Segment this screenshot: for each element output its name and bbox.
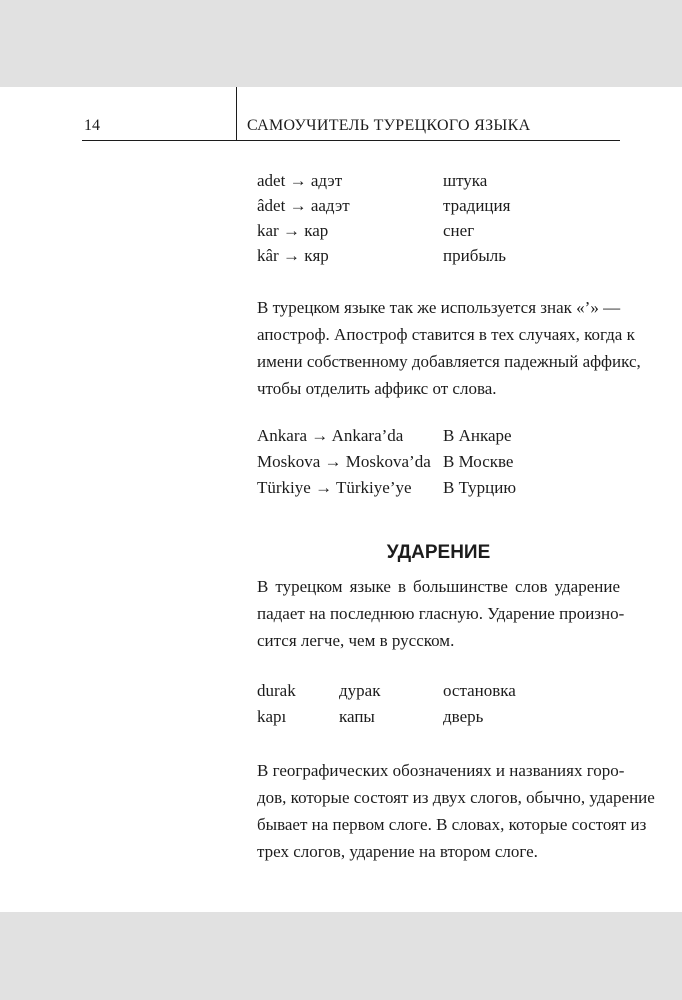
table-row xyxy=(257,681,516,701)
turkish-word: adet → адэт xyxy=(257,171,343,190)
header-rule xyxy=(82,140,620,141)
translation: традиция xyxy=(443,196,511,215)
translation: В Турцию xyxy=(443,478,517,497)
paragraph-line: сится легче, чем в русском. xyxy=(257,631,455,650)
paragraph-line: чтобы отделить аффикс от слова. xyxy=(257,379,497,398)
paragraph-stress xyxy=(257,573,625,654)
translation: штука xyxy=(443,171,488,190)
paragraph-line: бывает на первом слоге. В словах, которые состоят из xyxy=(257,815,647,834)
page-number: 14 xyxy=(84,117,100,134)
translation: В Анкаре xyxy=(443,426,512,445)
running-header-title: САМОУЧИТЕЛЬ ТУРЕЦКОГО ЯЗЫКА xyxy=(247,117,531,134)
turkish-word: Moskova → Moskova’da xyxy=(257,452,431,471)
book-page xyxy=(0,87,682,912)
table-row xyxy=(257,246,507,266)
turkish-word: durak xyxy=(257,681,296,700)
paragraph-line: В турецком языке в большинстве слов ударение xyxy=(257,577,620,596)
translation: остановка xyxy=(443,681,516,700)
table-row xyxy=(257,707,484,727)
paragraph-line: В географических обозначениях и названиях горо- xyxy=(257,761,625,780)
table-row xyxy=(257,196,511,216)
table-row xyxy=(257,478,517,498)
paragraph-line: имени собственному добавляется падежный аффикс, xyxy=(257,352,641,371)
section-heading: УДАРЕНИЕ xyxy=(386,542,491,563)
paragraph-line: трех слогов, ударение на втором слоге. xyxy=(257,842,538,861)
turkish-word: Türkiye → Türkiye’ye xyxy=(257,478,412,497)
paragraph-line: дов, которые состоят из двух слогов, обычно, ударение xyxy=(257,788,655,807)
table-row xyxy=(257,452,514,472)
table-row xyxy=(257,426,512,446)
paragraph-line: падает на последнюю гласную. Ударение произно- xyxy=(257,604,625,623)
paragraph-apostrophe xyxy=(257,294,641,402)
table-row xyxy=(257,171,488,191)
turkish-word: kar → кар xyxy=(257,221,329,240)
paragraph-line: В турецком языке так же используется знак «’» — xyxy=(257,298,621,317)
translation: дверь xyxy=(443,707,484,726)
turkish-word: kapı xyxy=(257,707,287,726)
header-divider xyxy=(236,87,237,140)
translation: В Москве xyxy=(443,452,514,471)
paragraph-geography xyxy=(257,757,655,865)
turkish-word: Ankara → Ankara’da xyxy=(257,426,404,445)
pronunciation: капы xyxy=(339,707,375,726)
pronunciation: дурак xyxy=(339,681,381,700)
turkish-word: kâr → кяр xyxy=(257,246,329,265)
translation: прибыль xyxy=(443,246,507,265)
translation: снег xyxy=(443,221,475,240)
turkish-word: âdet → аадэт xyxy=(257,196,350,215)
paragraph-line: апостроф. Апостроф ставится в тех случаях, когда к xyxy=(257,325,635,344)
table-row xyxy=(257,221,475,241)
